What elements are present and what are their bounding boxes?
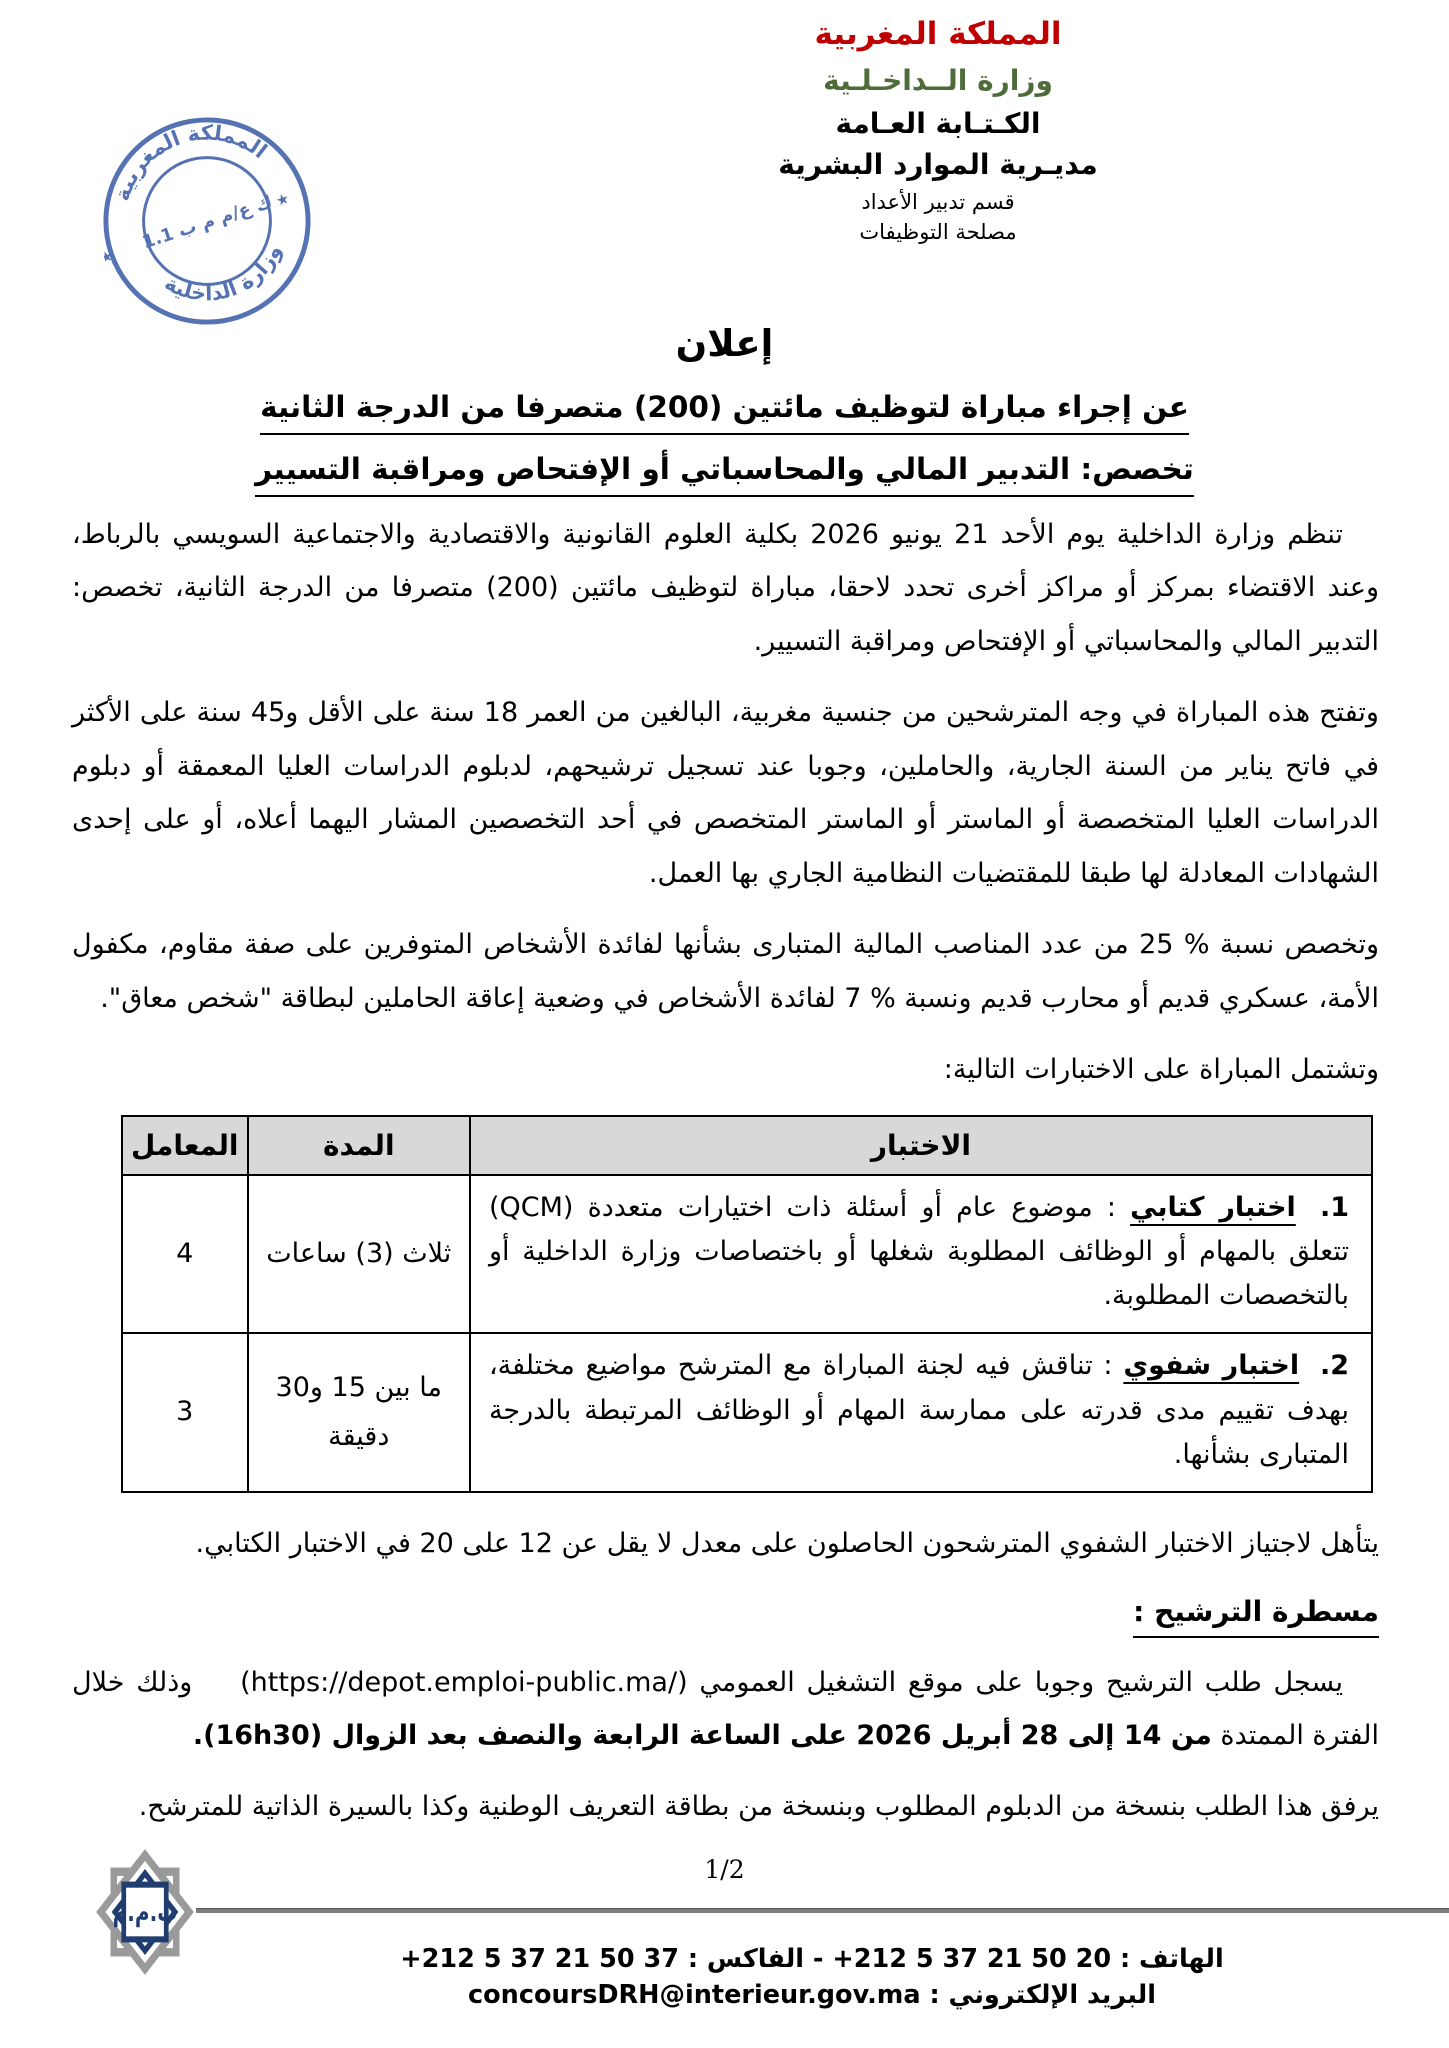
octagram-logo	[86, 1836, 204, 1988]
phone-fax-line	[230, 1944, 1394, 1974]
announcement-title-line2	[0, 452, 1449, 497]
registration-text-after-url: وذلك خلال الفترة الممتدة	[72, 1666, 1379, 1752]
procedure-heading-text: مسطرة الترشيح :	[1133, 1595, 1379, 1638]
email-label: البريد الإلكتروني :	[920, 1980, 1156, 2010]
registration-url: (https://depot.emploi-public.ma/)	[240, 1666, 688, 1698]
exam-number: 1.	[1319, 1191, 1350, 1223]
footer-contact	[230, 1944, 1394, 2016]
paragraph-organization: تنظم وزارة الداخلية يوم الأحد 21 يونيو 2026 بكلية العلوم القانونية والاقتصادية والاجتماعية السويسي بالرباط، وعند الاقتضاء بمركز أو مراكز أخرى تحدد لاحقا، مباراة لتوظيف مائتين (200) متصرفا من الدرجة الثانية، تخصص: التدبير المالي والمحاسباتي أو الإفتحاص ومراقبة التسيير.	[72, 519, 1379, 657]
secretariat-title: الكـتـابة العـامة	[835, 107, 1041, 140]
procedure-heading	[72, 1595, 1379, 1638]
oral-exam-label: اختبار شفوي	[1123, 1350, 1300, 1382]
oral-exam-cell	[470, 1333, 1372, 1492]
paragraph-qualification: يتأهل لاجتياز الاختبار الشفوي المترشحون الحاصلون على معدل لا يقل عن 12 على 20 في الاختبار الكتابي.	[195, 1528, 1379, 1560]
stamp-graphic	[70, 84, 345, 359]
logo-text: ب.م.م	[112, 1898, 178, 1928]
title-line1-text: عن إجراء مباراة لتوظيف مائتين (200) متصرفا من الدرجة الثانية	[260, 390, 1189, 435]
written-exam-description: : موضوع عام أو أسئلة ذات اختيارات متعددة (QCM) تتعلق بالمهام أو الوظائف المطلوبة شغلها أو باختصاصات وزارة الداخلية أو بالتخصصات المطلوبة.	[488, 1191, 1349, 1312]
column-header-coefficient: المعامل	[122, 1116, 248, 1175]
title-line2-text: تخصص: التدبير المالي والمحاسباتي أو الإفتحاص ومراقبة التسيير	[255, 452, 1194, 497]
stamp-arc-bottom-text: وزارة الداخلية	[160, 240, 287, 306]
division-title: قسم تدبير الأعداد	[861, 190, 1015, 214]
letterhead	[655, 16, 1221, 244]
paragraph-attachments: يرفق هذا الطلب بنسخة من الدبلوم المطلوب وبنسخة من بطاقة التعريف الوطنية وكذا بالسيرة الذاتية للمترشح.	[138, 1791, 1379, 1823]
paragraph-quotas: وتخصص نسبة % 25 من عدد المناصب المالية المتبارى بشأنها لفائدة الأشخاص المتوفرين على صفة مقاوم، مكفول الأمة، عسكري قديم أو محارب قديم ونسبة % 7 لفائدة الأشخاص في وضعية إعاقة الحاملين لبطاقة "شخص معاق".	[72, 929, 1379, 1014]
footer-divider	[196, 1908, 1449, 1913]
octagram-logo-graphic	[86, 1836, 204, 1988]
written-exam-cell	[470, 1175, 1372, 1334]
stamp-star-right-icon: ★	[273, 188, 292, 211]
stamp-center-text: ك ع/م م ب 1.1	[139, 191, 276, 254]
registration-deadline: من 14 إلى 28 أبريل 2026 على الساعة الرابعة والنصف بعد الزوال (16h30).	[192, 1720, 1212, 1752]
paragraph-conditions: وتفتح هذه المباراة في وجه المترشحين من جنسية مغربية، البالغين من العمر 18 سنة على الأقل و45 سنة على الأكثر في فاتح يناير من السنة الجارية، والحاملين، وجوبا عند تسجيل ترشيحهم، لدبلوم الدراسات العليا المعمقة أو دبلوم الدراسات العليا المتخصصة أو الماستر أو الماستر المتخصص في أحد التخصصين المشار اليهما أعلاه، أو على إحدى الشهادات المعادلة لها طبقا للمقتضيات النظامية الجاري بها العمل.	[72, 697, 1379, 889]
svg-text:المملكة المغربية	[95, 99, 276, 209]
written-exam-duration: ثلاث (3) ساعات	[248, 1175, 470, 1334]
registration-text-before-url: يسجل طلب الترشيح وجوبا على موقع التشغيل العمومي	[687, 1666, 1343, 1698]
column-header-duration: المدة	[248, 1116, 470, 1175]
oral-exam-description: : تناقش فيه لجنة المباراة مع المترشح مواضيع مختلفة، بهدف تقييم مدى قدرته على ممارسة المهام أو الوظائف المرتبطة بالدرجة المتبارى بشأنها.	[488, 1350, 1349, 1470]
oral-exam-coefficient: 3	[122, 1333, 248, 1492]
email-line	[230, 1980, 1394, 2010]
written-exam-label: اختبار كتابي	[1130, 1191, 1296, 1223]
fax-number: +212 5 37 21 50 37	[400, 1944, 679, 1974]
stamp-star-left-icon: ★	[97, 246, 116, 268]
oral-exam-duration: ما بين 15 و30 دقيقة	[248, 1333, 470, 1492]
page-number: 1/2	[704, 1855, 745, 1884]
exam-number: 2.	[1319, 1350, 1349, 1382]
table-row	[122, 1333, 1372, 1492]
ministry-stamp	[70, 84, 345, 359]
kingdom-title: المملكة المغربية	[814, 16, 1062, 52]
announcement-title-line1	[0, 390, 1449, 435]
document-body	[72, 508, 1379, 1852]
exams-table	[121, 1115, 1373, 1494]
paragraph-tests-intro: وتشتمل المباراة على الاختبارات التالية:	[943, 1054, 1379, 1086]
svg-text:وزارة الداخلية	[156, 235, 296, 321]
phone-label: الهاتف :	[1111, 1944, 1224, 1974]
table-row	[122, 1175, 1372, 1334]
directorate-title: مديـرية الموارد البشرية	[778, 148, 1098, 181]
announcement-word: إعلان	[675, 322, 774, 365]
column-header-exam: الاختبار	[470, 1116, 1372, 1175]
phone-number: +212 5 37 21 50 20	[832, 1944, 1112, 1974]
paragraph-registration	[72, 1656, 1379, 1763]
stamp-arc-top-text: المملكة المغربية	[109, 120, 272, 204]
table-header-row	[122, 1116, 1372, 1175]
fax-label: - الفاكس :	[678, 1944, 833, 1974]
service-title: مصلحة التوظيفات	[859, 220, 1017, 244]
email-address: concoursDRH@interieur.gov.ma	[468, 1980, 921, 2010]
written-exam-coefficient: 4	[122, 1175, 248, 1334]
ministry-title: وزارة الــداخـلـية	[823, 64, 1053, 97]
